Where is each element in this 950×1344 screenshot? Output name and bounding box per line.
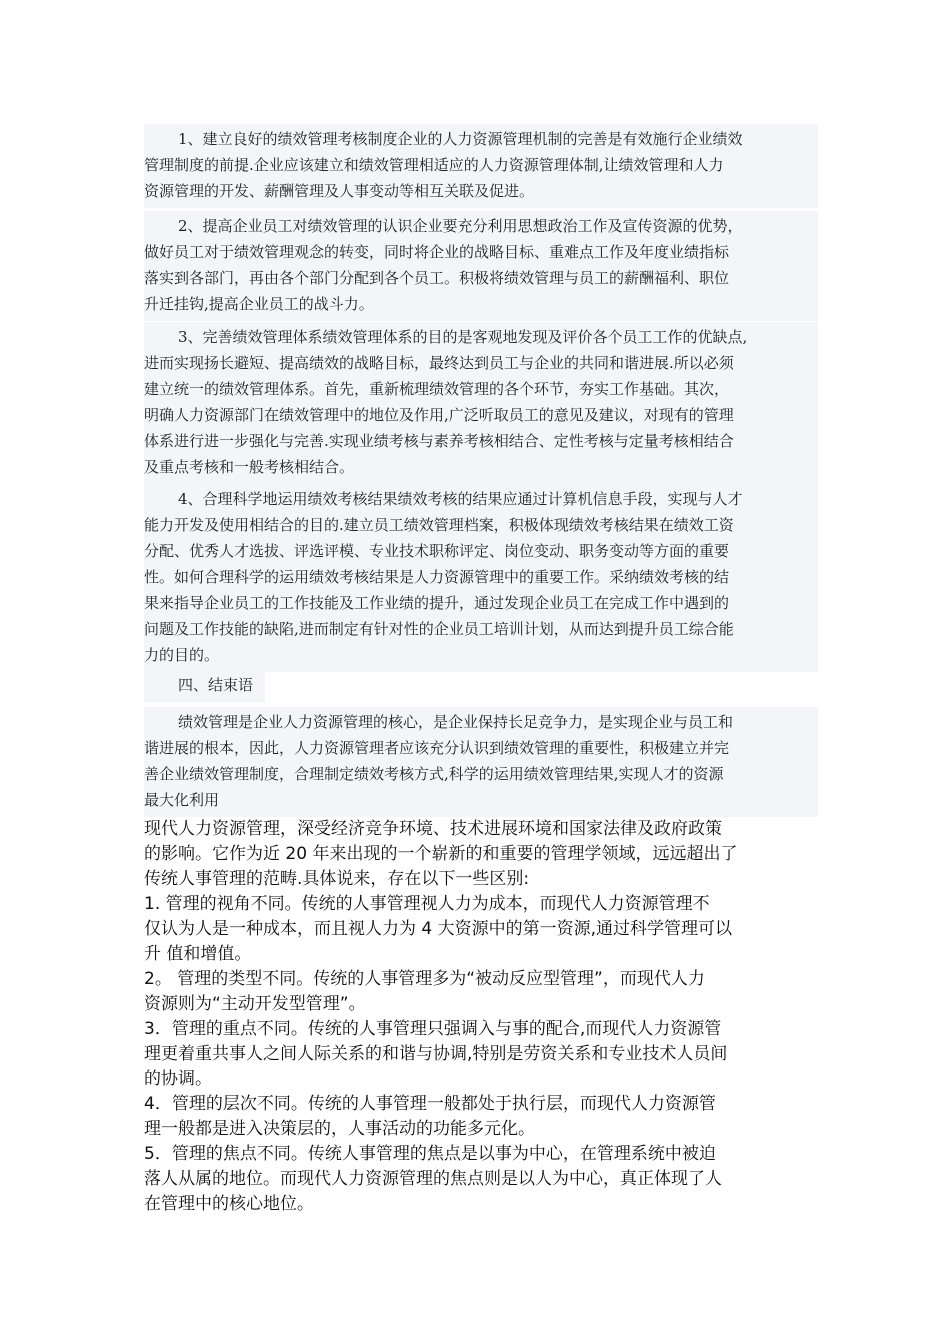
paragraph-1 [144, 124, 818, 208]
text-line: 果来指导企业员工的工作技能及工作业绩的提升，通过发现企业员工在完成工作中遇到的 [144, 594, 730, 612]
text-line: 问题及工作技能的缺陷,进而制定有针对性的企业员工培训计划，从而达到提升员工综合能 [144, 620, 734, 638]
text-line: 进而实现扬长避短、提高绩效的战略目标，最终达到员工与企业的共同和谐进展.所以必须 [144, 354, 734, 372]
heading-text: 四、结束语 [144, 670, 265, 702]
text-line: 仅认为人是一种成本，而且视人力为 4 大资源中的第一资源,通过科学管理可以 [144, 919, 733, 939]
text-line: 1. 管理的视角不同。传统的人事管理视人力为成本，而现代人力资源管理不 [144, 894, 710, 914]
text-line: 能力开发及使用相结合的目的.建立员工绩效管理档案，积极体现绩效考核结果在绩效工资 [144, 516, 734, 534]
text-line: 体系进行进一步强化与完善.实现业绩考核与素养考核相结合、定性考核与定量考核相结合 [144, 432, 734, 450]
paragraph-4 [144, 484, 818, 672]
text-line: 力的目的。 [144, 646, 220, 664]
text-line: 理一般都是进入决策层的，人事活动的功能多元化。 [144, 1119, 535, 1139]
text-line: 现代人力资源管理，深受经济竞争环境、技术进展环境和国家法律及政府政策 [144, 819, 722, 839]
text-line: 落实到各部门，再由各个部门分配到各个员工。积极将绩效管理与员工的薪酬福利、职位 [144, 269, 730, 287]
text-line: 2、提高企业员工对绩效管理的认识企业要充分利用思想政治工作及宣传资源的优势， [178, 217, 743, 235]
text-line: 的影响。它作为近 20 年来出现的一个崭新的和重要的管理学领域，远远超出了 [144, 844, 738, 864]
text-line: 5．管理的焦点不同。传统人事管理的焦点是以事为中心，在管理系统中被迫 [144, 1144, 716, 1164]
text-line: 4、合理科学地运用绩效考核结果绩效考核的结果应通过计算机信息手段，实现与人才 [178, 490, 743, 508]
text-line: 及重点考核和一般考核相结合。 [144, 458, 355, 476]
text-line: 3、完善绩效管理体系绩效管理体系的目的是客观地发现及评价各个员工工作的优缺点, [178, 328, 748, 346]
text-line: 建立统一的绩效管理体系。首先，重新梳理绩效管理的各个环节，夯实工作基础。其次， [144, 380, 730, 398]
text-line: 性。如何合理科学的运用绩效考核结果是人力资源管理中的重要工作。采纳绩效考核的结 [144, 568, 730, 586]
text-line: 资源则为“主动开发型管理”。 [144, 994, 366, 1014]
text-line: 管理制度的前提.企业应该建立和绩效管理相适应的人力资源管理体制,让绩效管理和人力 [144, 156, 724, 174]
text-line: 的协调。 [144, 1069, 212, 1089]
text-line: 升 值和增值。 [144, 944, 252, 964]
paragraph-2 [144, 211, 818, 321]
text-line: 传统人事管理的范畴.具体说来，存在以下一些区别: [144, 869, 530, 889]
text-line: 在管理中的核心地位。 [144, 1194, 314, 1214]
text-line: 4．管理的层次不同。传统的人事管理一般都处于执行层，而现代人力资源管 [144, 1094, 716, 1114]
text-line: 最大化利用 [144, 791, 220, 809]
text-line: 做好员工对于绩效管理观念的转变，同时将企业的战略目标、重难点工作及年度业绩指标 [144, 243, 730, 261]
text-line: 理更着重共事人之间人际关系的和谐与协调,特别是劳资关系和专业技术人员间 [144, 1044, 728, 1064]
text-line: 善企业绩效管理制度，合理制定绩效考核方式,科学的运用绩效管理结果,实现人才的资源 [144, 765, 724, 783]
text-line: 2。 管理的类型不同。传统的人事管理多为“被动反应型管理”，而现代人力 [144, 969, 705, 989]
conclusion-paragraph [144, 707, 818, 817]
text-line: 落人从属的地位。而现代人力资源管理的焦点则是以人为中心，真正体现了人 [144, 1169, 722, 1189]
text-line: 明确人力资源部门在绩效管理中的地位及作用,广泛听取员工的意见及建议，对现有的管理 [144, 406, 734, 424]
modern-hrm-section [144, 817, 814, 1217]
text-line: 3．管理的重点不同。传统的人事管理只强调入与事的配合,而现代人力资源管 [144, 1019, 722, 1039]
text-line: 分配、优秀人才选拔、评选评模、专业技术职称评定、岗位变动、职务变动等方面的重要 [144, 542, 730, 560]
text-line: 资源管理的开发、薪酬管理及人事变动等相互关联及促进。 [144, 182, 535, 200]
text-line: 升迁挂钩,提高企业员工的战斗力。 [144, 295, 374, 313]
text-line: 谐进展的根本，因此，人力资源管理者应该充分认识到绩效管理的重要性，积极建立并完 [144, 739, 730, 757]
section-heading [144, 670, 814, 706]
text-line: 绩效管理是企业人力资源管理的核心，是企业保持长足竞争力，是实现企业与员工和 [178, 713, 734, 731]
paragraph-3 [144, 322, 818, 484]
text-line: 1、建立良好的绩效管理考核制度企业的人力资源管理机制的完善是有效施行企业绩效 [178, 130, 743, 148]
